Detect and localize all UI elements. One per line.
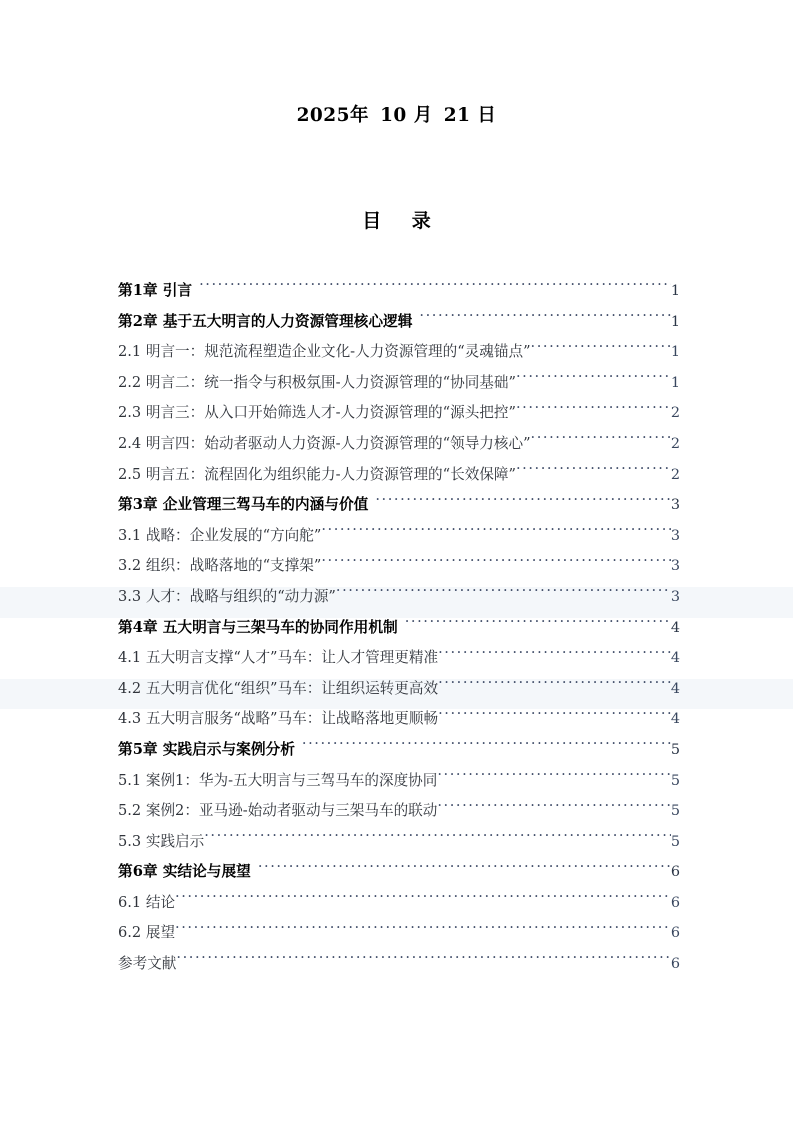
toc-entry[interactable] [0, 954, 793, 985]
date-year: 2025年 [296, 105, 370, 126]
toc-entry-page-number: 5 [670, 833, 680, 850]
toc-entry-page-number: 1 [670, 313, 680, 330]
toc-entry[interactable] [0, 556, 793, 587]
toc-leader-dots [516, 465, 671, 479]
toc-entry-page-number: 3 [670, 527, 680, 544]
toc-entry-label: 2.4 明言四：始动者驱动人力资源-人力资源管理的“领导力核心” [118, 434, 531, 452]
toc-entry[interactable] [0, 679, 793, 710]
toc-entry-page-number: 6 [670, 956, 680, 973]
toc-entry[interactable] [0, 281, 793, 312]
toc-leader-dots [516, 403, 671, 417]
toc-entry-page-number: 5 [670, 741, 680, 758]
toc-entry-page-number: 4 [670, 650, 680, 667]
toc-entry-label: 3.2 组织：战略落地的“支撑架” [118, 557, 322, 575]
date-day: 21 日 [443, 105, 497, 126]
table-of-contents [0, 281, 793, 985]
toc-entry-page-number: 1 [670, 374, 680, 391]
toc-entry-label: 6.2 展望 [118, 924, 176, 942]
toc-leader-dots [438, 679, 671, 693]
toc-leader-dots [438, 709, 671, 723]
toc-entry-label: 3.3 人才：战略与组织的“动力源” [118, 587, 336, 605]
toc-entry[interactable] [0, 709, 793, 740]
toc-entry-page-number: 1 [670, 283, 680, 299]
toc-entry[interactable] [0, 618, 793, 649]
toc-entry-label: 参考文献 [118, 955, 177, 973]
toc-leader-dots [437, 801, 670, 815]
toc-entry[interactable] [0, 465, 793, 496]
toc-leader-dots [175, 893, 671, 907]
toc-entry-label: 4.2 五大明言优化“组织”马车：让组织运转更高效 [118, 679, 439, 697]
toc-entry-label: 2.2 明言二：统一指令与积极氛围-人力资源管理的“协同基础” [118, 373, 516, 391]
toc-entry-page-number: 6 [670, 925, 680, 942]
toc-entry[interactable] [0, 403, 793, 434]
toc-entry-page-number: 2 [670, 435, 680, 452]
toc-entry[interactable] [0, 526, 793, 557]
toc-entry[interactable] [0, 893, 793, 924]
toc-entry-page-number: 3 [670, 497, 680, 514]
toc-entry-label: 第3章 企业管理三驾马车的内涵与价值 [118, 496, 369, 514]
toc-leader-dots [437, 771, 670, 785]
page-title: 目 录 [362, 210, 443, 232]
toc-entry-page-number: 5 [670, 803, 680, 820]
toc-entry[interactable] [0, 373, 793, 404]
toc-entry-label: 第1章 引言 [118, 282, 193, 299]
toc-entry-page-number: 6 [670, 864, 680, 881]
date-header [0, 101, 793, 127]
toc-entry-label: 第6章 实结论与展望 [118, 863, 251, 881]
toc-entry-label: 3.1 战略：企业发展的“方向舵” [118, 526, 322, 544]
toc-leader-dots [199, 281, 671, 295]
toc-leader-dots [258, 862, 671, 876]
toc-entry-page-number: 2 [670, 405, 680, 422]
toc-entry[interactable] [0, 801, 793, 832]
toc-entry[interactable] [0, 495, 793, 526]
toc-leader-dots [321, 556, 671, 570]
toc-entry-label: 5.2 案例2：亚马逊-始动者驱动与三架马车的联动 [118, 802, 438, 820]
toc-entry-label: 第4章 五大明言与三架马车的协同作用机制 [118, 618, 398, 636]
toc-entry[interactable] [0, 832, 793, 863]
toc-leader-dots [516, 373, 671, 387]
toc-leader-dots [176, 954, 670, 968]
toc-entry[interactable] [0, 312, 793, 343]
toc-entry-page-number: 4 [670, 680, 680, 697]
toc-entry[interactable] [0, 862, 793, 893]
toc-entry-label: 2.3 明言三：从入口开始筛选人才-人力资源管理的“源头把控” [118, 404, 516, 422]
toc-leader-dots [321, 526, 671, 540]
toc-entry-label: 2.5 明言五：流程固化为组织能力-人力资源管理的“长效保障” [118, 465, 516, 483]
toc-entry[interactable] [0, 648, 793, 679]
toc-leader-dots [175, 923, 671, 937]
toc-entry[interactable] [0, 771, 793, 802]
toc-leader-dots [336, 587, 671, 601]
toc-entry-page-number: 5 [670, 772, 680, 789]
toc-entry-label: 6.1 结论 [118, 893, 176, 911]
toc-entry[interactable] [0, 923, 793, 954]
toc-entry-label: 5.1 案例1：华为-五大明言与三驾马车的深度协同 [118, 771, 438, 789]
toc-entry-label: 4.3 五大明言服务“战略”马车：让战略落地更顺畅 [118, 710, 439, 728]
toc-entry-page-number: 2 [670, 466, 680, 483]
toc-leader-dots [405, 618, 671, 632]
toc-entry-page-number: 4 [670, 619, 680, 636]
toc-entry-label: 第5章 实践启示与案例分析 [118, 740, 295, 758]
toc-leader-dots [438, 648, 671, 662]
toc-leader-dots [531, 342, 671, 356]
toc-entry[interactable] [0, 740, 793, 771]
toc-entry[interactable] [0, 587, 793, 618]
toc-entry-page-number: 3 [670, 588, 680, 605]
toc-entry-page-number: 3 [670, 558, 680, 575]
toc-entry[interactable] [0, 434, 793, 465]
toc-entry[interactable] [0, 342, 793, 373]
toc-entry-page-number: 6 [670, 894, 680, 911]
toc-leader-dots [302, 740, 671, 754]
toc-leader-dots [375, 495, 671, 509]
toc-entry-label: 第2章 基于五大明言的人力资源管理核心逻辑 [118, 312, 413, 330]
toc-entry-label: 5.3 实践启示 [118, 832, 205, 850]
toc-entry-label: 4.1 五大明言支撑“人才”马车：让人才管理更精准 [118, 649, 439, 667]
toc-entry-label: 2.1 明言一：规范流程塑造企业文化-人力资源管理的“灵魂锚点” [118, 343, 531, 361]
toc-entry-page-number: 1 [670, 344, 680, 361]
toc-leader-dots [204, 832, 671, 846]
date-month: 10 月 [380, 105, 433, 126]
toc-leader-dots [419, 312, 670, 326]
toc-entry-page-number: 4 [670, 711, 680, 728]
toc-leader-dots [531, 434, 671, 448]
